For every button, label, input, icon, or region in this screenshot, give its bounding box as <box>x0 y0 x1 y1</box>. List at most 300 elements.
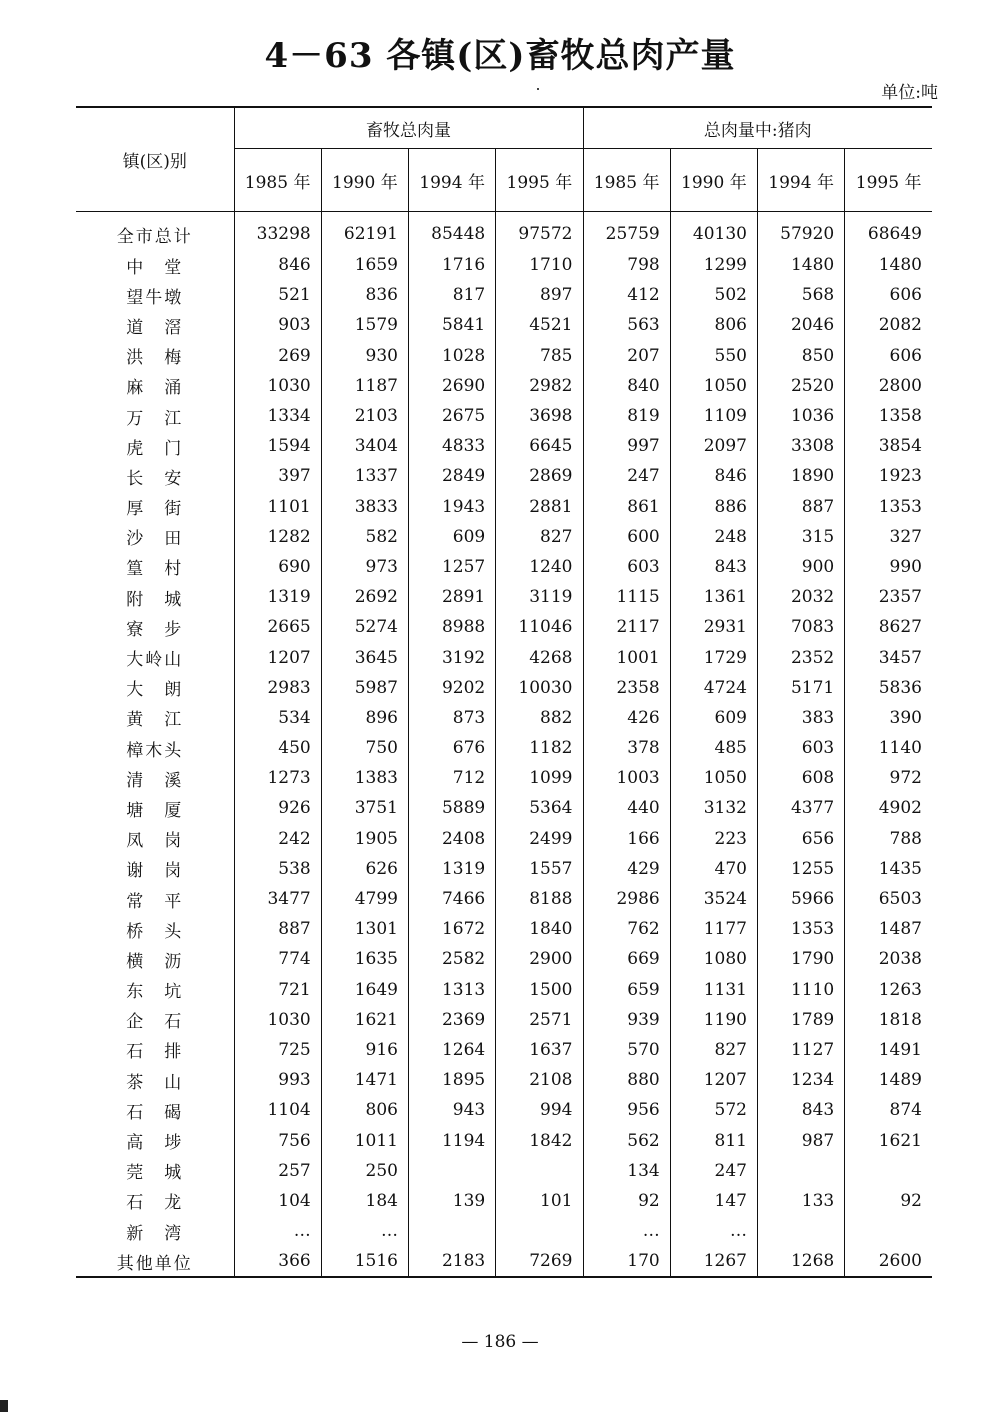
value-cell: 603 <box>583 552 670 582</box>
value-cell: 1110 <box>758 975 845 1005</box>
value-cell: 1267 <box>670 1246 757 1277</box>
value-cell: 916 <box>321 1035 408 1065</box>
value-cell: 1890 <box>758 461 845 491</box>
value-cell: 817 <box>409 280 496 310</box>
value-cell: 9202 <box>409 673 496 703</box>
town-name: 莞 城 <box>126 1163 184 1184</box>
value-cell: 659 <box>583 975 670 1005</box>
value-cell: 101 <box>496 1186 583 1216</box>
value-cell: 1649 <box>321 975 408 1005</box>
value-cell: 485 <box>670 733 757 763</box>
table-row <box>76 1095 932 1125</box>
value-cell <box>845 1156 932 1186</box>
value-cell: 429 <box>583 854 670 884</box>
value-cell: 1790 <box>758 944 845 974</box>
value-cell: 1131 <box>670 975 757 1005</box>
value-cell: 827 <box>496 522 583 552</box>
table-row <box>76 944 932 974</box>
value-cell: 1659 <box>321 250 408 280</box>
scan-speck <box>537 88 539 90</box>
value-cell: 2690 <box>409 371 496 401</box>
value-cell: 1104 <box>234 1095 321 1125</box>
town-name: 清 溪 <box>126 770 184 791</box>
town-name: 凤 岗 <box>126 831 184 852</box>
table-row <box>76 582 932 612</box>
value-cell: 609 <box>670 703 757 733</box>
value-cell: 1383 <box>321 763 408 793</box>
value-cell: 1182 <box>496 733 583 763</box>
value-cell: 572 <box>670 1095 757 1125</box>
value-cell: 2032 <box>758 582 845 612</box>
value-cell: 1011 <box>321 1125 408 1155</box>
value-cell: 2931 <box>670 612 757 642</box>
town-name: 东 坑 <box>126 982 184 1003</box>
value-cell: 603 <box>758 733 845 763</box>
table-row <box>76 1005 932 1035</box>
value-cell: 656 <box>758 824 845 854</box>
table-row <box>76 310 932 340</box>
value-cell: 1905 <box>321 824 408 854</box>
value-cell: 3119 <box>496 582 583 612</box>
value-cell: 2891 <box>409 582 496 612</box>
value-cell: 1257 <box>409 552 496 582</box>
town-name: 横 沥 <box>126 951 184 972</box>
value-cell: 562 <box>583 1125 670 1155</box>
table-row <box>76 401 932 431</box>
table-row <box>76 431 932 461</box>
town-name: 企 石 <box>126 1012 184 1033</box>
value-cell: 1319 <box>409 854 496 884</box>
value-cell: 1050 <box>670 371 757 401</box>
value-cell: 7466 <box>409 884 496 914</box>
year-header: 1995 年 <box>845 149 932 212</box>
value-cell: 1101 <box>234 492 321 522</box>
value-cell: 5274 <box>321 612 408 642</box>
value-cell: 412 <box>583 280 670 310</box>
value-cell: 987 <box>758 1125 845 1155</box>
value-cell: 2692 <box>321 582 408 612</box>
value-cell: 570 <box>583 1035 670 1065</box>
town-name: 石 排 <box>126 1042 184 1063</box>
value-cell: 1943 <box>409 492 496 522</box>
value-cell: 1001 <box>583 642 670 672</box>
year-header: 1994 年 <box>758 149 845 212</box>
value-cell: 1207 <box>670 1065 757 1095</box>
value-cell: 886 <box>670 492 757 522</box>
table-row <box>76 1186 932 1216</box>
table-row <box>76 854 932 884</box>
value-cell: 690 <box>234 552 321 582</box>
value-cell: 2103 <box>321 401 408 431</box>
value-cell: 6503 <box>845 884 932 914</box>
value-cell: 721 <box>234 975 321 1005</box>
value-cell <box>758 1216 845 1246</box>
value-cell: 366 <box>234 1246 321 1277</box>
value-cell: 2352 <box>758 642 845 672</box>
value-cell: 440 <box>583 793 670 823</box>
town-name: 塘 厦 <box>126 800 184 821</box>
value-cell: 1480 <box>758 250 845 280</box>
value-cell: 1353 <box>758 914 845 944</box>
value-cell: 450 <box>234 733 321 763</box>
value-cell: 1028 <box>409 341 496 371</box>
year-header: 1985 年 <box>234 149 321 212</box>
value-cell: 1435 <box>845 854 932 884</box>
value-cell: 1842 <box>496 1125 583 1155</box>
table-row <box>76 522 932 552</box>
value-cell: 223 <box>670 824 757 854</box>
value-cell: 1319 <box>234 582 321 612</box>
value-cell: 8988 <box>409 612 496 642</box>
value-cell <box>845 1216 932 1246</box>
value-cell: 4268 <box>496 642 583 672</box>
table-row <box>76 612 932 642</box>
value-cell <box>496 1216 583 1246</box>
value-cell: 861 <box>583 492 670 522</box>
value-cell <box>496 1156 583 1186</box>
value-cell: 247 <box>583 461 670 491</box>
value-cell: 1264 <box>409 1035 496 1065</box>
page-number: — 186 — <box>461 1332 539 1352</box>
value-cell: 378 <box>583 733 670 763</box>
value-cell <box>409 1156 496 1186</box>
value-cell: 2571 <box>496 1005 583 1035</box>
value-cell: 846 <box>670 461 757 491</box>
table-row <box>76 793 932 823</box>
value-cell: 11046 <box>496 612 583 642</box>
meat-production-table <box>76 106 932 1278</box>
value-cell: 3833 <box>321 492 408 522</box>
value-cell: 1818 <box>845 1005 932 1035</box>
table-row <box>76 824 932 854</box>
value-cell: 1353 <box>845 492 932 522</box>
town-name: 桥 头 <box>126 921 184 942</box>
value-cell: 836 <box>321 280 408 310</box>
value-cell: 426 <box>583 703 670 733</box>
value-cell: 1480 <box>845 250 932 280</box>
value-cell: 806 <box>321 1095 408 1125</box>
table-row <box>76 250 932 280</box>
value-cell: 1621 <box>845 1125 932 1155</box>
value-cell: 1036 <box>758 401 845 431</box>
year-header: 1990 年 <box>321 149 408 212</box>
value-cell: 383 <box>758 703 845 733</box>
table-row <box>76 1216 932 1246</box>
value-cell: 8627 <box>845 612 932 642</box>
value-cell: 606 <box>845 280 932 310</box>
value-cell: 1273 <box>234 763 321 793</box>
value-cell: 873 <box>409 703 496 733</box>
town-name: 大岭山 <box>126 650 184 671</box>
value-cell: 85448 <box>409 212 496 251</box>
value-cell: 133 <box>758 1186 845 1216</box>
value-cell: 1127 <box>758 1035 845 1065</box>
value-cell: 608 <box>758 763 845 793</box>
town-name: 樟木头 <box>126 740 184 761</box>
value-cell: 2082 <box>845 310 932 340</box>
value-cell: 1050 <box>670 763 757 793</box>
value-cell: 609 <box>409 522 496 552</box>
value-cell: 397 <box>234 461 321 491</box>
table-row <box>76 341 932 371</box>
value-cell: 6645 <box>496 431 583 461</box>
value-cell: 502 <box>670 280 757 310</box>
value-cell: 930 <box>321 341 408 371</box>
value-cell: 882 <box>496 703 583 733</box>
town-name: 道 滘 <box>126 317 184 338</box>
value-cell: 997 <box>583 431 670 461</box>
value-cell: 1177 <box>670 914 757 944</box>
value-cell: 207 <box>583 341 670 371</box>
value-cell: 843 <box>758 1095 845 1125</box>
value-cell: 1334 <box>234 401 321 431</box>
value-cell: 248 <box>670 522 757 552</box>
page-title: 4－63 各镇(区)畜牧总肉产量 <box>264 36 736 76</box>
value-cell: 762 <box>583 914 670 944</box>
value-cell: 2520 <box>758 371 845 401</box>
value-cell: 247 <box>670 1156 757 1186</box>
town-name: 万 江 <box>126 408 184 429</box>
town-name: 茶 山 <box>126 1072 184 1093</box>
value-cell: 2983 <box>234 673 321 703</box>
value-cell: 2108 <box>496 1065 583 1095</box>
value-cell <box>758 1156 845 1186</box>
value-cell: 887 <box>234 914 321 944</box>
value-cell: 2369 <box>409 1005 496 1035</box>
value-cell: 926 <box>234 793 321 823</box>
value-cell: 994 <box>496 1095 583 1125</box>
table-row <box>76 212 932 251</box>
table-row <box>76 461 932 491</box>
value-cell: 2499 <box>496 824 583 854</box>
town-name: 高 埗 <box>126 1133 184 1154</box>
value-cell: 973 <box>321 552 408 582</box>
value-cell: 7083 <box>758 612 845 642</box>
value-cell: 1099 <box>496 763 583 793</box>
value-cell: 538 <box>234 854 321 884</box>
value-cell: 788 <box>845 824 932 854</box>
value-cell: 1487 <box>845 914 932 944</box>
value-cell: 5364 <box>496 793 583 823</box>
value-cell: 2408 <box>409 824 496 854</box>
value-cell: 568 <box>758 280 845 310</box>
value-cell: … <box>670 1216 757 1246</box>
value-cell: 134 <box>583 1156 670 1186</box>
town-name: 洪 梅 <box>126 348 184 369</box>
value-cell: 1489 <box>845 1065 932 1095</box>
value-cell: 1190 <box>670 1005 757 1035</box>
value-cell: 2183 <box>409 1246 496 1277</box>
value-cell: 2800 <box>845 371 932 401</box>
value-cell: 2665 <box>234 612 321 642</box>
value-cell: 3192 <box>409 642 496 672</box>
value-cell: 1471 <box>321 1065 408 1095</box>
value-cell: 2358 <box>583 673 670 703</box>
table-row <box>76 733 932 763</box>
value-cell: 2357 <box>845 582 932 612</box>
value-cell: 4521 <box>496 310 583 340</box>
value-cell: 563 <box>583 310 670 340</box>
value-cell: 5171 <box>758 673 845 703</box>
value-cell: 774 <box>234 944 321 974</box>
value-cell: … <box>583 1216 670 1246</box>
value-cell: 1003 <box>583 763 670 793</box>
value-cell: 1301 <box>321 914 408 944</box>
value-cell: 1282 <box>234 522 321 552</box>
value-cell: 1635 <box>321 944 408 974</box>
value-cell: 1240 <box>496 552 583 582</box>
value-cell: 4902 <box>845 793 932 823</box>
value-cell: 5966 <box>758 884 845 914</box>
value-cell: 97572 <box>496 212 583 251</box>
value-cell: 92 <box>845 1186 932 1216</box>
value-cell: 10030 <box>496 673 583 703</box>
value-cell: 900 <box>758 552 845 582</box>
value-cell: 2600 <box>845 1246 932 1277</box>
table-row <box>76 552 932 582</box>
table-row <box>76 703 932 733</box>
town-name: 虎 门 <box>126 438 184 459</box>
value-cell: … <box>321 1216 408 1246</box>
value-cell: 669 <box>583 944 670 974</box>
value-cell: 1840 <box>496 914 583 944</box>
value-cell: 1895 <box>409 1065 496 1095</box>
value-cell: 1194 <box>409 1125 496 1155</box>
value-cell: 250 <box>321 1156 408 1186</box>
year-header: 1995 年 <box>496 149 583 212</box>
value-cell: 843 <box>670 552 757 582</box>
table-row <box>76 673 932 703</box>
value-cell: 1030 <box>234 371 321 401</box>
table-row <box>76 371 932 401</box>
value-cell: 4833 <box>409 431 496 461</box>
value-cell: 3457 <box>845 642 932 672</box>
value-cell: 939 <box>583 1005 670 1035</box>
value-cell: 846 <box>234 250 321 280</box>
table-row <box>76 492 932 522</box>
value-cell: 712 <box>409 763 496 793</box>
value-cell: 1716 <box>409 250 496 280</box>
value-cell: 850 <box>758 341 845 371</box>
year-header: 1994 年 <box>409 149 496 212</box>
value-cell: 3645 <box>321 642 408 672</box>
value-cell: 2117 <box>583 612 670 642</box>
value-cell: 1621 <box>321 1005 408 1035</box>
value-cell: 184 <box>321 1186 408 1216</box>
value-cell: 600 <box>583 522 670 552</box>
value-cell: 676 <box>409 733 496 763</box>
value-cell: 3854 <box>845 431 932 461</box>
table-row <box>76 975 932 1005</box>
town-name: 大 朗 <box>126 680 184 701</box>
value-cell: 1140 <box>845 733 932 763</box>
value-cell: 3698 <box>496 401 583 431</box>
value-cell: 1313 <box>409 975 496 1005</box>
value-cell: 3477 <box>234 884 321 914</box>
value-cell: 327 <box>845 522 932 552</box>
value-cell: 896 <box>321 703 408 733</box>
table-row <box>76 1246 932 1277</box>
stub-header: 镇(区)别 <box>76 107 234 212</box>
value-cell: 242 <box>234 824 321 854</box>
value-cell: 534 <box>234 703 321 733</box>
value-cell: 1358 <box>845 401 932 431</box>
value-cell: 1115 <box>583 582 670 612</box>
value-cell: 3751 <box>321 793 408 823</box>
value-cell: 3524 <box>670 884 757 914</box>
town-name: 其他单位 <box>76 1246 234 1277</box>
value-cell: 2046 <box>758 310 845 340</box>
value-cell: 972 <box>845 763 932 793</box>
value-cell: 147 <box>670 1186 757 1216</box>
value-cell: 1337 <box>321 461 408 491</box>
year-header: 1985 年 <box>583 149 670 212</box>
group-header-total-meat: 畜牧总肉量 <box>234 107 583 149</box>
value-cell: 2900 <box>496 944 583 974</box>
value-cell: 139 <box>409 1186 496 1216</box>
value-cell: 880 <box>583 1065 670 1095</box>
year-header: 1990 年 <box>670 149 757 212</box>
value-cell: 2582 <box>409 944 496 974</box>
value-cell: 1923 <box>845 461 932 491</box>
value-cell: 1361 <box>670 582 757 612</box>
value-cell: 785 <box>496 341 583 371</box>
town-name: 新 湾 <box>126 1223 184 1244</box>
value-cell: 943 <box>409 1095 496 1125</box>
value-cell: 2675 <box>409 401 496 431</box>
value-cell: 1579 <box>321 310 408 340</box>
value-cell: 3308 <box>758 431 845 461</box>
value-cell: 390 <box>845 703 932 733</box>
value-cell: 257 <box>234 1156 321 1186</box>
town-name: 石 龙 <box>126 1193 184 1214</box>
table-row <box>76 763 932 793</box>
value-cell: 1187 <box>321 371 408 401</box>
value-cell: 606 <box>845 341 932 371</box>
value-cell: 1030 <box>234 1005 321 1035</box>
value-cell: 819 <box>583 401 670 431</box>
value-cell: 1268 <box>758 1246 845 1277</box>
value-cell: 903 <box>234 310 321 340</box>
value-cell: 2869 <box>496 461 583 491</box>
value-cell: 840 <box>583 371 670 401</box>
value-cell: 1299 <box>670 250 757 280</box>
town-name: 篁 村 <box>126 559 184 580</box>
town-name: 寮 步 <box>126 619 184 640</box>
value-cell: 1789 <box>758 1005 845 1035</box>
value-cell: 1594 <box>234 431 321 461</box>
value-cell: 1080 <box>670 944 757 974</box>
table-row <box>76 1156 932 1186</box>
table-row <box>76 642 932 672</box>
value-cell: 1672 <box>409 914 496 944</box>
value-cell: 2986 <box>583 884 670 914</box>
town-name: 麻 涌 <box>126 378 184 399</box>
table-row <box>76 280 932 310</box>
value-cell: 990 <box>845 552 932 582</box>
value-cell: 811 <box>670 1125 757 1155</box>
value-cell: 2097 <box>670 431 757 461</box>
value-cell: 827 <box>670 1035 757 1065</box>
table-row <box>76 1125 932 1155</box>
value-cell: 4799 <box>321 884 408 914</box>
value-cell: 750 <box>321 733 408 763</box>
value-cell: 8188 <box>496 884 583 914</box>
value-cell: 1109 <box>670 401 757 431</box>
value-cell: 756 <box>234 1125 321 1155</box>
value-cell: 2038 <box>845 944 932 974</box>
value-cell: 3132 <box>670 793 757 823</box>
